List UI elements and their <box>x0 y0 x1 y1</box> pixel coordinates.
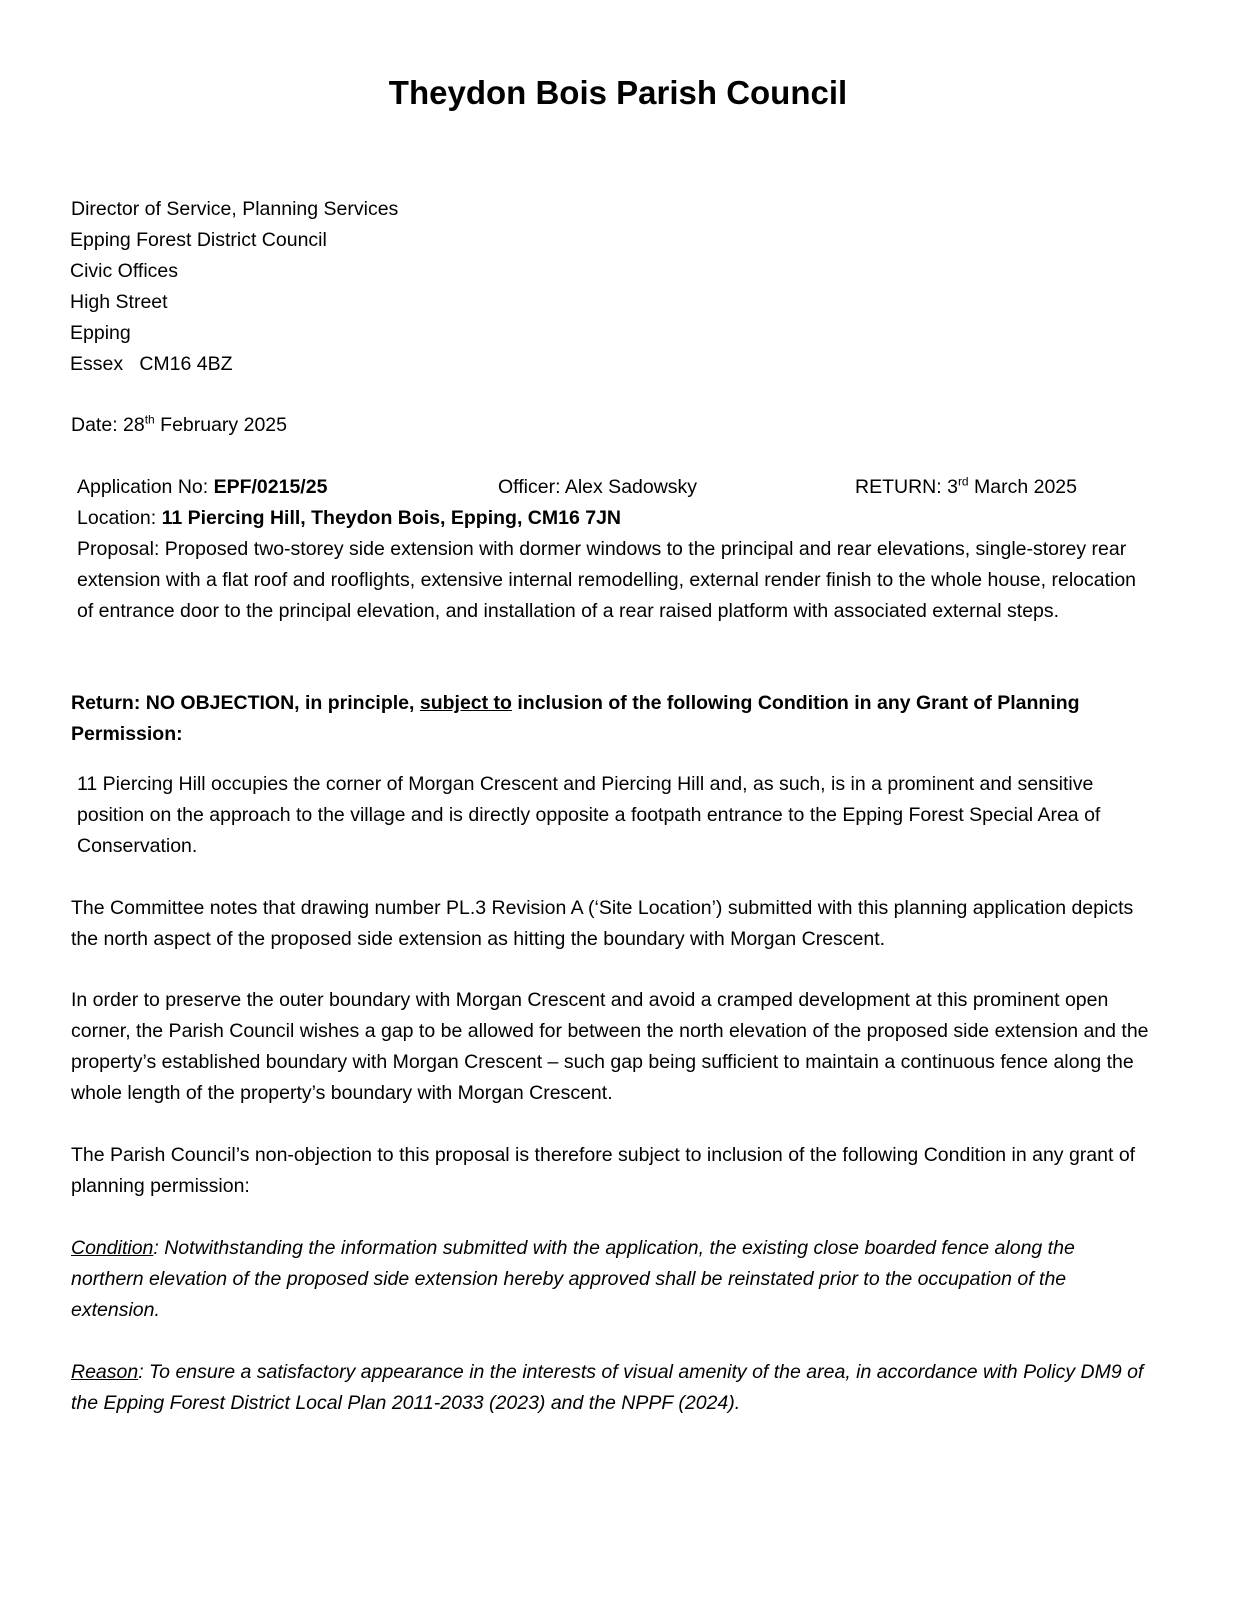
address-line: Epping Forest District Council <box>70 229 327 251</box>
officer: Officer: Alex Sadowsky <box>498 476 698 498</box>
recipient-address <box>71 194 1151 380</box>
address-line: High Street <box>70 291 168 313</box>
proposal: Proposal: Proposed two-storey side extension with dormer windows to the principal and rear elevations, single-storey rear extension with a flat roof and rooflights, extensive internal remodelling, external render finish to the whole house, relocation of entrance door to the principal elevation, and installation of a rear raised platform with associated external steps. <box>77 538 1137 622</box>
return-date <box>855 472 1077 503</box>
date-rest: February 2025 <box>154 414 287 436</box>
location <box>77 503 1147 534</box>
paragraph: In order to preserve the outer boundary with Morgan Crescent and avoid a cramped development at this prominent open corner, the Parish Council wishes a gap to be allowed for between the north elevation of the proposed side extension and the property’s established boundary with Morgan Crescent – such gap being sufficient to maintain a continuous fence along the whole length of the property’s boundary with Morgan Crescent. <box>71 989 1149 1104</box>
reason <box>71 1357 1151 1419</box>
application-row <box>77 472 1147 503</box>
app-label: Application No: <box>77 476 214 498</box>
reason-text: : To ensure a satisfactory appearance in the interests of visual amenity of the area, in accordance with Policy DM9 of the Epping Forest District Local Plan 2011-2033 (2023) and the NPPF (2024). <box>71 1361 1144 1414</box>
address-line: Civic Offices <box>70 260 178 282</box>
return-underlined: subject to <box>419 692 512 714</box>
paragraph: The Committee notes that drawing number PL.3 Revision A (‘Site Location’) submitted with this planning application depicts the north aspect of the proposed side extension as hitting the boundary with Morgan Crescent. <box>71 897 1134 950</box>
date-label: Date: 28 <box>71 414 145 436</box>
return-sup: rd <box>957 474 969 489</box>
application-number <box>77 476 327 498</box>
letter-date <box>71 410 1151 441</box>
location-label: Location: <box>77 507 162 529</box>
return-part2: inclusion of the following Condition in any Grant of Planning Permission: <box>71 692 1080 745</box>
application-details <box>77 472 1147 627</box>
reason-label: Reason <box>71 1361 139 1383</box>
address-line: Essex CM16 4BZ <box>70 353 233 375</box>
condition <box>71 1233 1151 1326</box>
condition-label: Condition <box>71 1237 154 1259</box>
address-line: Director of Service, Planning Services <box>71 198 399 220</box>
return-label: RETURN: 3 <box>855 476 958 498</box>
condition-text: : Notwithstanding the information submitted with the application, the existing close boarded fence along the northern elevation of the proposed side extension hereby approved shall be reinstated prior to the occupation of the extension. <box>71 1237 1075 1321</box>
return-part1: Return: NO OBJECTION, in principle, <box>71 692 420 714</box>
location-value: 11 Piercing Hill, Theydon Bois, Epping, CM16 7JN <box>161 507 621 529</box>
return-statement <box>71 688 1151 750</box>
paragraph: The Parish Council’s non-objection to this proposal is therefore subject to inclusion of the following Condition in any grant of planning permission: <box>71 1144 1136 1197</box>
return-rest: March 2025 <box>968 476 1078 498</box>
page-title: Theydon Bois Parish Council <box>388 74 848 111</box>
date-sup: th <box>144 412 155 427</box>
paragraph: 11 Piercing Hill occupies the corner of Morgan Crescent and Piercing Hill and, as such, is in a prominent and sensitive position on the approach to the village and is directly opposite a footpath entrance to the Epping Forest Special Area of Conservation. <box>77 773 1101 857</box>
address-line: Epping <box>70 322 131 344</box>
app-no: EPF/0215/25 <box>213 476 328 498</box>
